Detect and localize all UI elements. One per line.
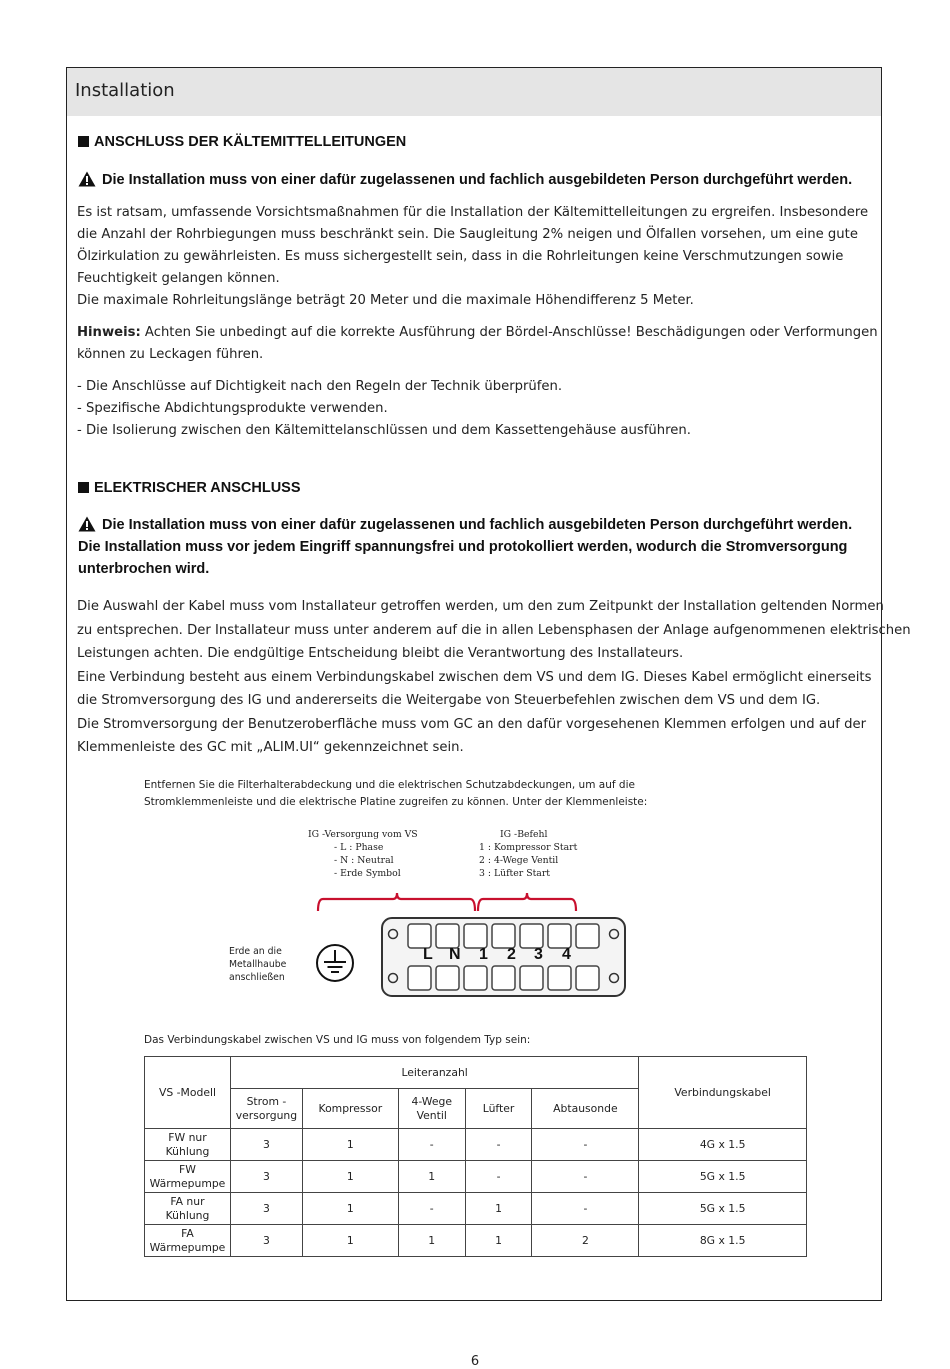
col-header: Abtausonde [532, 1089, 639, 1129]
text-line: Es ist ratsam, umfassende Vorsichtsmaßnahmen für die Installation der Kältemittelleitungen zu ergreifen. Insbesondere [77, 205, 869, 220]
note-label: Hinweis: [77, 325, 141, 340]
table-row [145, 1161, 807, 1193]
command-label: IG -Befehl [500, 829, 548, 840]
table-cell: 1 [465, 1225, 532, 1257]
square-bullet-icon [78, 136, 89, 147]
terminal-label: N [449, 946, 461, 963]
table-cell: 1 [398, 1161, 465, 1193]
cable-table [144, 1056, 807, 1257]
table-cell: 1 [302, 1193, 398, 1225]
square-bullet-icon [78, 482, 89, 493]
table-cell: - [532, 1193, 639, 1225]
refrigerant-warning: Die Installation muss von einer dafür zugelassenen und fachlich ausgebildeten Person durchgeführt werden. [78, 169, 852, 191]
table-cell: 1 [302, 1161, 398, 1193]
text-line: Eine Verbindung besteht aus einem Verbindungskabel zwischen dem VS und dem IG. Dieses Kabel ermöglicht einerseits [77, 669, 872, 685]
table-cell: - [398, 1129, 465, 1161]
model-cell: FA Wärmepumpe [145, 1225, 231, 1257]
text-line: Klemmenleiste des GC mit „ALIM.UI“ gekennzeichnet sein. [77, 740, 464, 755]
text-line: Die Auswahl der Kabel muss vom Installateur getroffen werden, um den zum Zeitpunkt der Installation geltenden Normen [77, 599, 884, 614]
earth-symbol-icon [315, 943, 355, 983]
table-row [145, 1225, 807, 1257]
text-line: zu entsprechen. Der Installateur muss unter anderem auf die in allen Lebensphasen der Anlage aufgenommenen elektrischen [77, 622, 911, 638]
table-cell: 3 [230, 1193, 302, 1225]
text-line: die Stromversorgung des IG und andererseits die Weitergabe von Steuerbefehlen zwischen dem VS und dem IG. [77, 693, 821, 708]
text-line: die Anzahl der Rohrbiegungen muss beschränkt sein. Die Saugleitung 2% neigen und Ölfallen vorsehen, um eine gute [77, 227, 858, 242]
col-header: Strom - versorgung [230, 1089, 302, 1129]
cable-cell: 5G x 1.5 [639, 1193, 807, 1225]
table-cell: - [465, 1161, 532, 1193]
refrigerant-list [77, 376, 874, 442]
model-cell: FA nur Kühlung [145, 1193, 231, 1225]
model-cell: FW nur Kühlung [145, 1129, 231, 1161]
refrigerant-paragraph [77, 202, 874, 312]
supply-label: IG -Versorgung vom VS [308, 829, 418, 840]
text-line: Die maximale Rohrleitungslänge beträgt 20 Meter und die maximale Höhendifferenz 5 Meter. [77, 293, 694, 308]
supply-list: - L : Phase - N : Neutral - Erde Symbol [334, 842, 401, 879]
table-cell: - [465, 1129, 532, 1161]
command-list: 1 : Kompressor Start 2 : 4-Wege Ventil 3 : Lüfter Start [479, 842, 578, 879]
terminal-label: 4 [562, 946, 571, 963]
terminal-labels [423, 946, 613, 966]
col-header: Lüfter [465, 1089, 532, 1129]
text-line: Die Stromversorgung der Benutzeroberfläche muss vom GC an den dafür vorgesehenen Klemmen erfolgen und auf der [77, 716, 867, 732]
electrical-warning: Die Installation muss von einer dafür zugelassenen und fachlich ausgebildeten Person durchgeführt werden. Die Installation muss vor jedem Eingriff spannungsfrei und protokolliert werden, wodurch die Stromversorgung unterbrochen wird. [78, 517, 853, 577]
list-item: - Spezifische Abdichtungsprodukte verwenden. [77, 401, 388, 416]
diagram-intro: Entfernen Sie die Filterhalterabdeckung und die elektrischen Schutzabdeckungen, um auf die Stromklemmenleiste und die elektrische Platine zugreifen zu können. Unter der Klemmenleiste: [144, 779, 648, 808]
text-line: Feuchtigkeit gelangen können. [77, 271, 280, 286]
terminal-label: L [423, 946, 433, 963]
warning-icon [78, 171, 96, 187]
text-line: Leistungen achten. Die endgültige Entscheidung bleibt die Verantwortung des Installateurs. [77, 646, 684, 661]
table-row [145, 1129, 807, 1161]
text-line: Ölzirkulation zu gewährleisten. Es muss sichergestellt sein, dass in die Rohrleitungen keine Verschmutzungen sowie [77, 249, 844, 264]
electrical-paragraph [77, 595, 911, 760]
list-item: - Die Anschlüsse auf Dichtigkeit nach den Regeln der Technik überprüfen. [77, 379, 563, 394]
col-header: Kompressor [302, 1089, 398, 1129]
col-header: 4-Wege Ventil [398, 1089, 465, 1129]
warning-icon [78, 516, 96, 532]
terminal-brackets [313, 891, 633, 913]
table-cell: 3 [230, 1161, 302, 1193]
col-header-model: VS -Modell [145, 1057, 231, 1129]
model-cell: FW Wärmepumpe [145, 1161, 231, 1193]
table-row [145, 1193, 807, 1225]
table-cell: - [398, 1193, 465, 1225]
table-cell: 1 [302, 1129, 398, 1161]
col-header-cable: Verbindungskabel [639, 1057, 807, 1129]
col-header-group: Leiteranzahl [230, 1057, 638, 1089]
refrigerant-note: Hinweis: Achten Sie unbedingt auf die korrekte Ausführung der Bördel-Anschlüsse! Beschädigungen oder Verformungen können zu Leckagen führen. [77, 325, 878, 362]
cable-cell: 8G x 1.5 [639, 1225, 807, 1257]
table-cell: 3 [230, 1225, 302, 1257]
section-header [67, 68, 881, 116]
page-title: Installation [75, 80, 175, 101]
refrigerant-section-title: ANSCHLUSS DER KÄLTEMITTELLEITUNGEN [78, 134, 406, 150]
page-number: 6 [470, 1354, 480, 1369]
table-cell: 1 [302, 1225, 398, 1257]
list-item: - Die Isolierung zwischen den Kältemittelanschlüssen und dem Kassettengehäuse ausführen. [77, 423, 691, 438]
table-cell: 3 [230, 1129, 302, 1161]
cable-cell: 5G x 1.5 [639, 1161, 807, 1193]
electrical-section-title: ELEKTRISCHER ANSCHLUSS [78, 480, 301, 496]
page-frame [66, 67, 911, 1301]
table-cell: 1 [398, 1225, 465, 1257]
table-cell: - [532, 1129, 639, 1161]
cable-cell: 4G x 1.5 [639, 1129, 807, 1161]
table-caption: Das Verbindungskabel zwischen VS und IG muss von folgendem Typ sein: [144, 1034, 531, 1046]
table-cell: 2 [532, 1225, 639, 1257]
earth-note: Erde an die Metallhaube anschließen [229, 946, 287, 983]
table-cell: 1 [465, 1193, 532, 1225]
terminal-label: 1 [479, 946, 488, 963]
table-cell: - [532, 1161, 639, 1193]
terminal-label: 3 [534, 946, 543, 963]
terminal-label: 2 [507, 946, 516, 963]
